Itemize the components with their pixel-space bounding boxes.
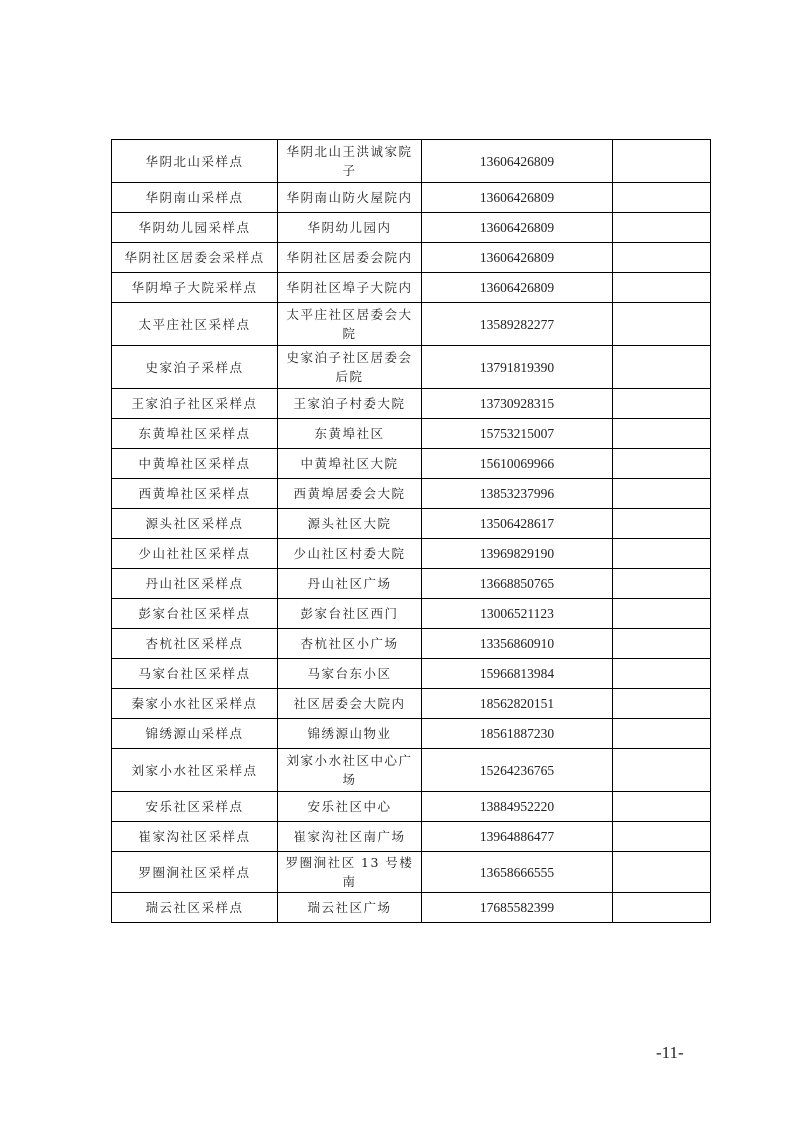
phone-cell: 17685582399 bbox=[422, 893, 613, 923]
address-cell: 中黄埠社区大院 bbox=[278, 449, 422, 479]
site-name-cell: 华阴北山采样点 bbox=[112, 140, 278, 183]
address-cell: 丹山社区广场 bbox=[278, 569, 422, 599]
address-cell: 锦绣源山物业 bbox=[278, 719, 422, 749]
site-name-cell: 刘家小水社区采样点 bbox=[112, 749, 278, 792]
table-row bbox=[112, 659, 711, 689]
table-row bbox=[112, 893, 711, 923]
address-cell: 王家泊子村委大院 bbox=[278, 389, 422, 419]
table-row bbox=[112, 389, 711, 419]
page-number: -11- bbox=[656, 1043, 684, 1062]
site-name-cell: 马家台社区采样点 bbox=[112, 659, 278, 689]
site-name-cell: 太平庄社区采样点 bbox=[112, 303, 278, 346]
note-cell bbox=[613, 569, 711, 599]
address-cell: 史家泊子社区居委会后院 bbox=[278, 346, 422, 389]
table-row bbox=[112, 183, 711, 213]
table-row bbox=[112, 303, 711, 346]
site-name-cell: 华阴埠子大院采样点 bbox=[112, 273, 278, 303]
site-name-cell: 华阴社区居委会采样点 bbox=[112, 243, 278, 273]
site-name-cell: 华阴幼儿园采样点 bbox=[112, 213, 278, 243]
site-name-cell: 彭家台社区采样点 bbox=[112, 599, 278, 629]
note-cell bbox=[613, 822, 711, 852]
phone-cell: 15264236765 bbox=[422, 749, 613, 792]
address-cell: 太平庄社区居委会大院 bbox=[278, 303, 422, 346]
table-row bbox=[112, 852, 711, 893]
note-cell bbox=[613, 346, 711, 389]
site-name-cell: 杏杭社区采样点 bbox=[112, 629, 278, 659]
note-cell bbox=[613, 659, 711, 689]
address-cell: 少山社区村委大院 bbox=[278, 539, 422, 569]
note-cell bbox=[613, 689, 711, 719]
phone-cell: 13606426809 bbox=[422, 213, 613, 243]
site-name-cell: 源头社区采样点 bbox=[112, 509, 278, 539]
table-row bbox=[112, 719, 711, 749]
table-row bbox=[112, 749, 711, 792]
note-cell bbox=[613, 389, 711, 419]
phone-cell: 15753215007 bbox=[422, 419, 613, 449]
table-row bbox=[112, 243, 711, 273]
site-name-cell: 瑞云社区采样点 bbox=[112, 893, 278, 923]
phone-cell: 13668850765 bbox=[422, 569, 613, 599]
note-cell bbox=[613, 509, 711, 539]
note-cell bbox=[613, 539, 711, 569]
site-name-cell: 罗圈涧社区采样点 bbox=[112, 852, 278, 893]
phone-cell: 13589282277 bbox=[422, 303, 613, 346]
address-cell: 安乐社区中心 bbox=[278, 792, 422, 822]
note-cell bbox=[613, 140, 711, 183]
address-cell: 西黄埠居委会大院 bbox=[278, 479, 422, 509]
address-cell: 杏杭社区小广场 bbox=[278, 629, 422, 659]
phone-cell: 13730928315 bbox=[422, 389, 613, 419]
address-cell: 瑞云社区广场 bbox=[278, 893, 422, 923]
table-row bbox=[112, 140, 711, 183]
phone-cell: 15966813984 bbox=[422, 659, 613, 689]
phone-cell: 13606426809 bbox=[422, 183, 613, 213]
note-cell bbox=[613, 273, 711, 303]
phone-cell: 13658666555 bbox=[422, 852, 613, 893]
site-name-cell: 崔家沟社区采样点 bbox=[112, 822, 278, 852]
address-cell: 华阴北山王洪诚家院子 bbox=[278, 140, 422, 183]
sampling-sites-table bbox=[111, 139, 711, 923]
address-cell: 彭家台社区西门 bbox=[278, 599, 422, 629]
site-name-cell: 华阴南山采样点 bbox=[112, 183, 278, 213]
address-cell: 源头社区大院 bbox=[278, 509, 422, 539]
site-name-cell: 史家泊子采样点 bbox=[112, 346, 278, 389]
phone-cell: 13964886477 bbox=[422, 822, 613, 852]
table-row bbox=[112, 346, 711, 389]
site-name-cell: 中黄埠社区采样点 bbox=[112, 449, 278, 479]
phone-cell: 18561887230 bbox=[422, 719, 613, 749]
phone-cell: 13606426809 bbox=[422, 243, 613, 273]
table-row bbox=[112, 599, 711, 629]
table-row bbox=[112, 569, 711, 599]
note-cell bbox=[613, 303, 711, 346]
phone-cell: 13606426809 bbox=[422, 273, 613, 303]
address-cell: 崔家沟社区南广场 bbox=[278, 822, 422, 852]
address-cell: 华阴南山防火屋院内 bbox=[278, 183, 422, 213]
table-row bbox=[112, 689, 711, 719]
table-row bbox=[112, 449, 711, 479]
table-row bbox=[112, 213, 711, 243]
note-cell bbox=[613, 629, 711, 659]
table-body bbox=[112, 140, 711, 923]
note-cell bbox=[613, 893, 711, 923]
phone-cell: 13356860910 bbox=[422, 629, 613, 659]
note-cell bbox=[613, 183, 711, 213]
site-name-cell: 锦绣源山采样点 bbox=[112, 719, 278, 749]
note-cell bbox=[613, 599, 711, 629]
site-name-cell: 西黄埠社区采样点 bbox=[112, 479, 278, 509]
phone-cell: 13969829190 bbox=[422, 539, 613, 569]
note-cell bbox=[613, 852, 711, 893]
table-row bbox=[112, 539, 711, 569]
phone-cell: 13791819390 bbox=[422, 346, 613, 389]
note-cell bbox=[613, 243, 711, 273]
site-name-cell: 王家泊子社区采样点 bbox=[112, 389, 278, 419]
note-cell bbox=[613, 419, 711, 449]
table-row bbox=[112, 273, 711, 303]
note-cell bbox=[613, 449, 711, 479]
site-name-cell: 东黄埠社区采样点 bbox=[112, 419, 278, 449]
phone-cell: 13606426809 bbox=[422, 140, 613, 183]
phone-cell: 13006521123 bbox=[422, 599, 613, 629]
address-cell: 社区居委会大院内 bbox=[278, 689, 422, 719]
note-cell bbox=[613, 719, 711, 749]
note-cell bbox=[613, 213, 711, 243]
phone-cell: 13853237996 bbox=[422, 479, 613, 509]
table-row bbox=[112, 822, 711, 852]
address-cell: 马家台东小区 bbox=[278, 659, 422, 689]
address-cell: 华阴社区居委会院内 bbox=[278, 243, 422, 273]
note-cell bbox=[613, 479, 711, 509]
note-cell bbox=[613, 792, 711, 822]
site-name-cell: 丹山社区采样点 bbox=[112, 569, 278, 599]
site-name-cell: 安乐社区采样点 bbox=[112, 792, 278, 822]
phone-cell: 13506428617 bbox=[422, 509, 613, 539]
site-name-cell: 秦家小水社区采样点 bbox=[112, 689, 278, 719]
table-row bbox=[112, 629, 711, 659]
address-cell: 华阴幼儿园内 bbox=[278, 213, 422, 243]
table-row bbox=[112, 479, 711, 509]
note-cell bbox=[613, 749, 711, 792]
phone-cell: 15610069966 bbox=[422, 449, 613, 479]
phone-cell: 13884952220 bbox=[422, 792, 613, 822]
address-cell: 东黄埠社区 bbox=[278, 419, 422, 449]
phone-cell: 18562820151 bbox=[422, 689, 613, 719]
table-row bbox=[112, 419, 711, 449]
site-name-cell: 少山社社区采样点 bbox=[112, 539, 278, 569]
table-row bbox=[112, 792, 711, 822]
address-cell: 华阴社区埠子大院内 bbox=[278, 273, 422, 303]
address-cell: 刘家小水社区中心广场 bbox=[278, 749, 422, 792]
table-row bbox=[112, 509, 711, 539]
address-cell: 罗圈涧社区 13 号楼南 bbox=[278, 852, 422, 893]
